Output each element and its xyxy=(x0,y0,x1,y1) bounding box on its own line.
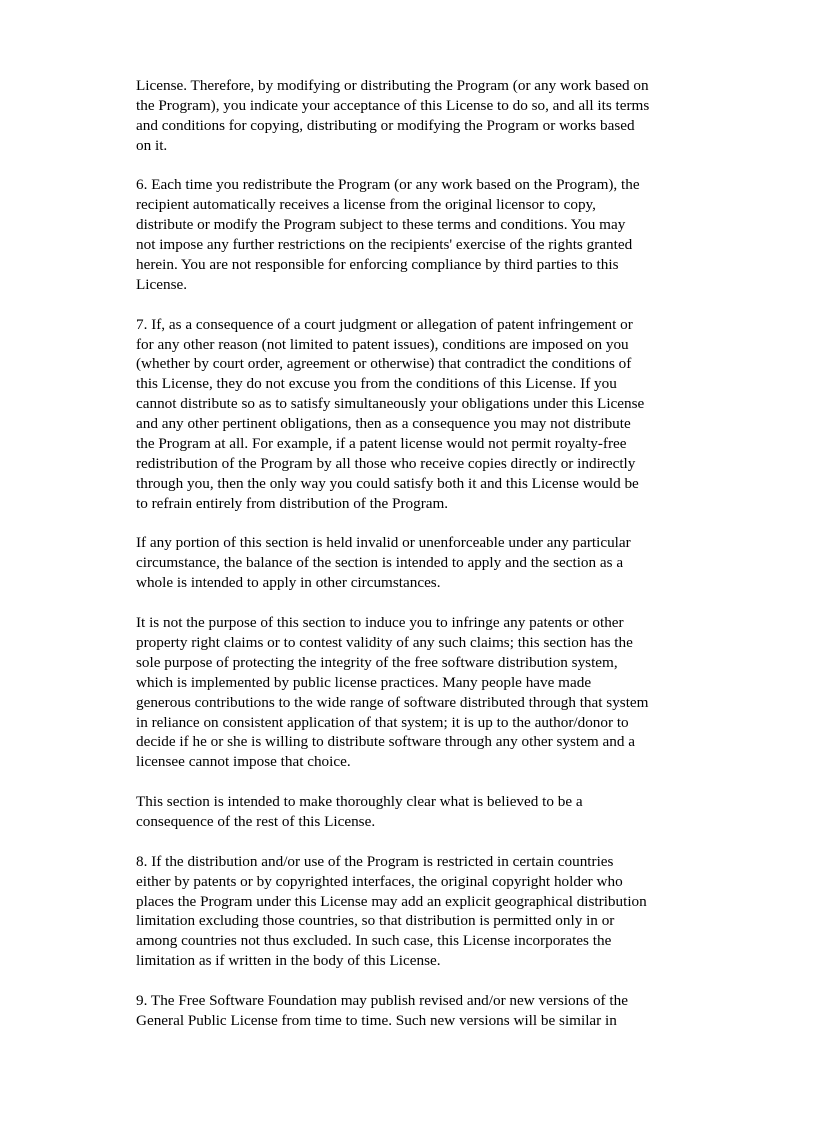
text-line: and any other pertinent obligations, then as a consequence you may not distribute xyxy=(136,415,631,433)
paragraph-section-6 xyxy=(136,175,736,294)
text-line: 8. If the distribution and/or use of the Program is restricted in certain countries xyxy=(136,852,614,870)
text-line: herein. You are not responsible for enforcing compliance by third parties to this xyxy=(136,256,619,274)
text-line: 7. If, as a consequence of a court judgment or allegation of patent infringement or xyxy=(136,315,633,333)
paragraph-gap xyxy=(136,593,736,613)
text-line: and conditions for copying, distributing or modifying the Program or works based xyxy=(136,116,635,134)
paragraph-section-clarification xyxy=(136,792,736,832)
paragraph-gap xyxy=(136,832,736,852)
text-line: property right claims or to contest validity of any such claims; this section has the xyxy=(136,633,633,651)
text-line: (whether by court order, agreement or otherwise) that contradict the conditions of xyxy=(136,355,632,373)
paragraph-section-7 xyxy=(136,315,736,514)
paragraph-section-purpose xyxy=(136,613,736,772)
text-line: among countries not thus excluded. In such case, this License incorporates the xyxy=(136,932,612,950)
text-line: the Program), you indicate your acceptance of this License to do so, and all its terms xyxy=(136,96,650,114)
text-line: licensee cannot impose that choice. xyxy=(136,753,351,771)
paragraph-gap xyxy=(136,971,736,991)
text-line: this License, they do not excuse you from the conditions of this License. If you xyxy=(136,375,617,393)
text-line: whole is intended to apply in other circumstances. xyxy=(136,574,441,592)
paragraph-gap xyxy=(136,295,736,315)
paragraph-gap xyxy=(136,772,736,792)
text-line: limitation as if written in the body of this License. xyxy=(136,952,441,970)
text-line: the Program at all. For example, if a patent license would not permit royalty-free xyxy=(136,435,627,453)
text-line: decide if he or she is willing to distribute software through any other system and a xyxy=(136,733,635,751)
text-line: It is not the purpose of this section to induce you to infringe any patents or other xyxy=(136,614,624,632)
text-line: This section is intended to make thoroughly clear what is believed to be a xyxy=(136,793,583,811)
paragraph-license-acceptance xyxy=(136,76,736,156)
text-line: through you, then the only way you could satisfy both it and this License would be xyxy=(136,474,639,492)
text-line: circumstance, the balance of the section is intended to apply and the section as a xyxy=(136,554,624,572)
text-line: License. Therefore, by modifying or distributing the Program (or any work based on xyxy=(136,77,649,94)
text-line: 6. Each time you redistribute the Program (or any work based on the Program), the xyxy=(136,176,640,194)
text-line: on it. xyxy=(136,136,168,154)
text-line: not impose any further restrictions on the recipients' exercise of the rights granted xyxy=(136,236,633,254)
paragraph-section-8 xyxy=(136,852,736,971)
text-line: which is implemented by public license practices. Many people have made xyxy=(136,673,592,691)
paragraph-gap xyxy=(136,514,736,534)
text-line: to refrain entirely from distribution of the Program. xyxy=(136,494,449,512)
text-line: limitation excluding those countries, so that distribution is permitted only in or xyxy=(136,912,615,930)
text-line: either by patents or by copyrighted interfaces, the original copyright holder who xyxy=(136,872,623,890)
paragraph-section-9 xyxy=(136,991,736,1031)
text-line: If any portion of this section is held invalid or unenforceable under any particular xyxy=(136,534,631,552)
text-line: License. xyxy=(136,275,188,293)
text-line: generous contributions to the wide range of software distributed through that system xyxy=(136,693,649,711)
text-line: redistribution of the Program by all those who receive copies directly or indirectly xyxy=(136,454,636,472)
text-line: places the Program under this License may add an explicit geographical distribution xyxy=(136,892,647,910)
text-line: General Public License from time to time. Such new versions will be similar in xyxy=(136,1011,617,1029)
text-line: for any other reason (not limited to patent issues), conditions are imposed on you xyxy=(136,335,629,353)
text-line: recipient automatically receives a license from the original licensor to copy, xyxy=(136,196,596,214)
text-line: in reliance on consistent application of that system; it is up to the author/donor to xyxy=(136,713,629,731)
text-line: 9. The Free Software Foundation may publish revised and/or new versions of the xyxy=(136,991,628,1009)
text-line: consequence of the rest of this License. xyxy=(136,812,376,830)
text-line: distribute or modify the Program subject to these terms and conditions. You may xyxy=(136,216,626,234)
paragraph-gap xyxy=(136,156,736,176)
document-body xyxy=(136,76,736,1031)
text-line: cannot distribute so as to satisfy simultaneously your obligations under this License xyxy=(136,395,645,413)
text-line: sole purpose of protecting the integrity of the free software distribution system, xyxy=(136,653,618,671)
paragraph-invalid-portion xyxy=(136,533,736,593)
